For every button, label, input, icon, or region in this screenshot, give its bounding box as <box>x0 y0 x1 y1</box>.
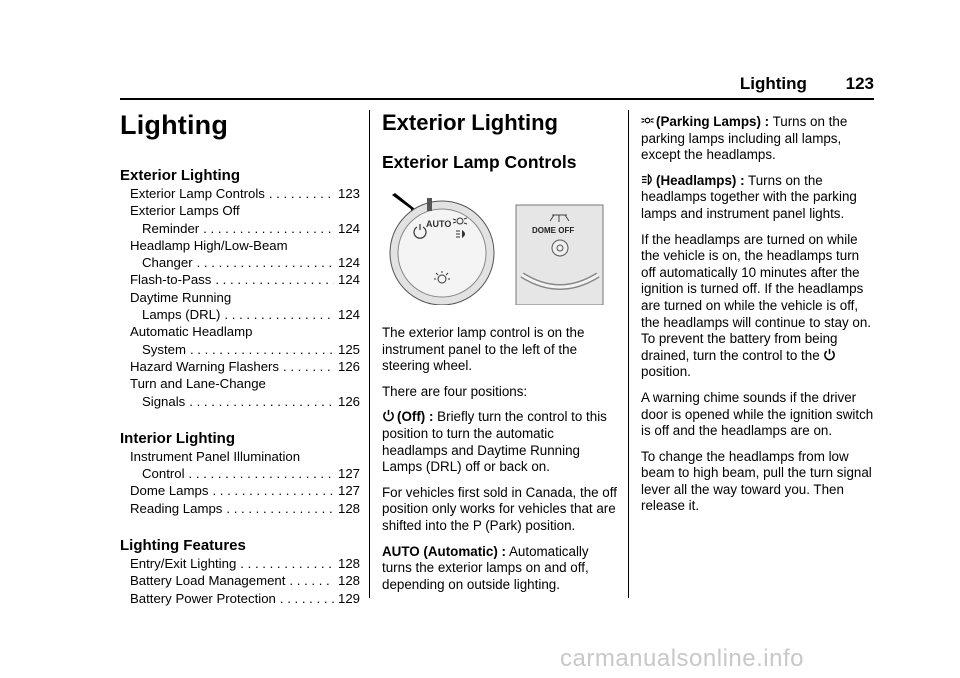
section-title: Exterior Lighting <box>382 110 558 135</box>
toc-leader-dots <box>226 500 334 517</box>
toc-page-number: 128 <box>337 500 360 516</box>
toc-leader-dots <box>269 185 334 202</box>
page-number: 123 <box>845 74 874 93</box>
header-rule <box>120 98 874 100</box>
toc-entry-label: Reminder <box>142 220 200 236</box>
headlamps-desc <box>641 173 877 223</box>
toc-entry-label: Automatic Headlamp <box>130 324 253 340</box>
high-beam-note: To change the headlamps from low beam to high beam, pull the turn signal lever all the way toward you. Then release it. <box>641 448 872 514</box>
toc-entry[interactable] <box>120 323 360 358</box>
parking-term: (Parking Lamps) : <box>656 114 770 129</box>
toc-body <box>120 167 360 607</box>
power-off-icon <box>382 409 395 422</box>
toc-section-title: Interior Lighting <box>120 429 235 447</box>
auto-label: AUTO <box>426 219 452 229</box>
toc-page-number: 128 <box>337 573 360 589</box>
main-column-2 <box>641 110 877 515</box>
toc-entry-label: Signals <box>142 393 186 409</box>
toc-page-number: 126 <box>337 358 360 374</box>
toc-leader-dots <box>189 393 334 410</box>
auto-text: Automatically turns the exterior lamps on and off, depending on outside lighting. <box>382 543 589 592</box>
headlamps-text: Turns on the headlamps together with the parking lamps and instrument panel lights. <box>641 172 857 221</box>
parking-text: Turns on the parking lamps including all lamps, except the headlamps. <box>641 114 848 163</box>
toc-entry[interactable] <box>120 185 360 202</box>
drain-note-tail: position. <box>641 364 691 380</box>
toc-page-number: 124 <box>337 272 360 288</box>
toc-entry[interactable] <box>120 572 360 589</box>
toc-list <box>120 448 360 517</box>
watermark: carmanualsonline.info <box>560 645 804 672</box>
positions-intro: There are four positions: <box>382 383 528 399</box>
toc-entry[interactable] <box>120 482 360 499</box>
toc-list <box>120 555 360 607</box>
toc-page-number: 129 <box>337 590 360 606</box>
toc-page-number: 123 <box>337 186 360 201</box>
toc-entry[interactable] <box>120 448 360 483</box>
toc-page-number: 124 <box>337 220 360 236</box>
toc-entry-label: System <box>142 341 186 357</box>
headlamps-term: (Headlamps) : <box>656 172 745 188</box>
toc-entry-label: Battery Load Management <box>130 573 286 589</box>
toc-column <box>120 110 360 607</box>
off-term: (Off) : <box>397 409 434 425</box>
power-off-icon <box>823 348 836 361</box>
toc-entry-label: Turn and Lane-Change <box>130 376 266 392</box>
toc-entry[interactable] <box>120 590 360 607</box>
toc-entry[interactable] <box>120 271 360 288</box>
auto-term: AUTO (Automatic) : <box>382 543 506 559</box>
toc-page-number: 126 <box>337 393 360 409</box>
toc-entry[interactable] <box>120 358 360 375</box>
column-divider <box>628 110 629 598</box>
toc-entry-label: Flash-to-Pass <box>130 272 212 288</box>
toc-entry-label: Entry/Exit Lighting <box>130 556 237 572</box>
dome-lamp-control <box>516 205 603 305</box>
toc-entry-label: Battery Power Protection <box>130 590 276 606</box>
column-divider <box>369 110 370 598</box>
toc-entry[interactable] <box>120 202 360 237</box>
toc-leader-dots <box>189 465 334 482</box>
toc-page-number: 128 <box>337 556 360 572</box>
headlamps-icon <box>641 173 654 186</box>
toc-entry-label: Reading Lamps <box>130 500 223 516</box>
toc-leader-dots <box>190 341 334 358</box>
toc-entry[interactable] <box>120 237 360 272</box>
drain-note-text: If the headlamps are turned on while the vehicle is on, the headlamps turn off automatically 10 minutes after the ignition is turned off. If the headlamps are turned on while the vehicle is off, the headlamps will continue to stay on. To prevent the battery from being drained, turn the control to the <box>641 231 872 363</box>
warning-chime-note: A warning chime sounds if the driver door is opened while the ignition switch is off and the headlamps are on. <box>641 389 874 439</box>
toc-entry-label: Hazard Warning Flashers <box>130 358 280 374</box>
toc-leader-dots <box>283 358 334 375</box>
toc-entry-label: Changer <box>142 255 193 271</box>
toc-leader-dots <box>197 254 334 271</box>
parking-lamps-icon <box>641 114 654 127</box>
subsection-title: Exterior Lamp Controls <box>382 152 577 172</box>
toc-entry-label: Daytime Running <box>130 289 232 305</box>
toc-leader-dots <box>224 306 334 323</box>
dome-off-label: DOME OFF <box>532 226 575 235</box>
toc-entry[interactable] <box>120 555 360 572</box>
toc-leader-dots <box>240 555 334 572</box>
toc-leader-dots <box>212 482 334 499</box>
toc-entry-label: Exterior Lamps Off <box>130 203 240 219</box>
main-column-1 <box>382 110 618 593</box>
toc-entry-label: Control <box>142 466 185 482</box>
toc-section-title: Exterior Lighting <box>120 167 240 184</box>
toc-entry[interactable] <box>120 289 360 324</box>
parking-lamps-desc <box>641 114 877 164</box>
headlamp-switch-knob <box>390 198 494 305</box>
off-position-desc <box>382 409 618 475</box>
toc-list <box>120 185 360 410</box>
running-head-title: Lighting <box>739 74 807 93</box>
toc-leader-dots <box>289 572 334 589</box>
chapter-title: Lighting <box>120 110 229 140</box>
toc-entry-label: Exterior Lamp Controls <box>130 186 265 201</box>
toc-entry-label: Lamps (DRL) <box>142 307 221 323</box>
lamp-control-illustration <box>382 193 618 305</box>
toc-section-title: Lighting Features <box>120 537 246 555</box>
toc-page-number: 127 <box>337 483 360 499</box>
toc-entry[interactable] <box>120 375 360 410</box>
toc-leader-dots <box>203 220 334 237</box>
toc-page-number: 124 <box>337 255 360 271</box>
intro-text: The exterior lamp control is on the instrument panel to the left of the steering wheel. <box>382 325 585 374</box>
canada-note: For vehicles first sold in Canada, the off position only works for vehicles that are shifted into the P (Park) position. <box>382 484 617 533</box>
toc-leader-dots <box>215 271 334 288</box>
toc-page-number: 124 <box>337 307 360 323</box>
off-text: Briefly turn the control to this position to turn the automatic headlamps and Daytime Running Lamps (DRL) off or back on. <box>382 409 607 475</box>
running-head <box>740 74 874 94</box>
toc-entry-label: Headlamp High/Low-Beam <box>130 237 288 253</box>
lamp-control-figure <box>382 193 618 305</box>
toc-page-number: 125 <box>337 341 360 357</box>
toc-page-number: 127 <box>337 466 360 482</box>
toc-entry-label: Instrument Panel Illumination <box>130 448 301 464</box>
toc-entry-label: Dome Lamps <box>130 483 209 499</box>
battery-drain-note <box>641 232 877 381</box>
auto-position-desc <box>382 544 618 594</box>
toc-leader-dots <box>280 590 334 607</box>
toc-entry[interactable] <box>120 500 360 517</box>
